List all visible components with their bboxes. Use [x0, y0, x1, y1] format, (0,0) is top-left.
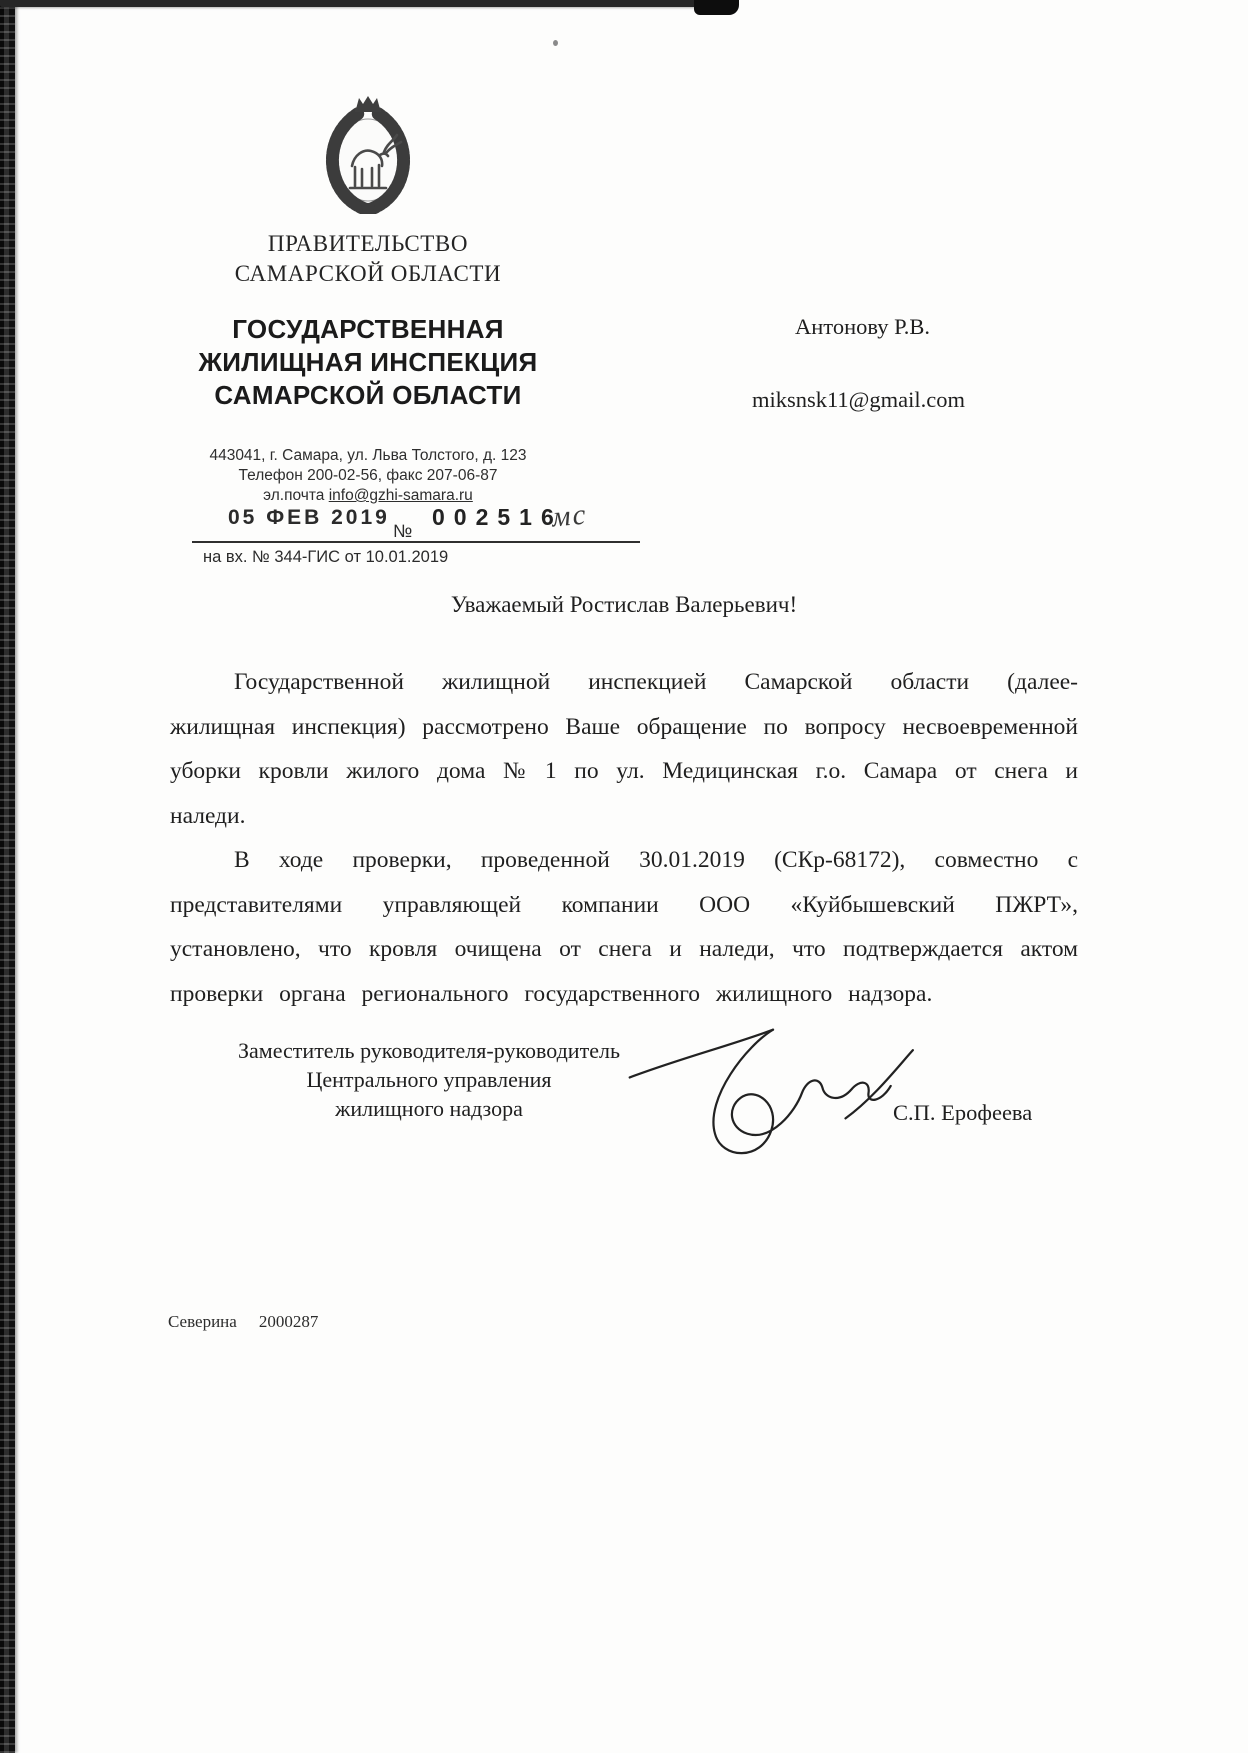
recipient-email: miksnsk11@gmail.com — [752, 387, 966, 412]
government-line-2: САМАРСКОЙ ОБЛАСТИ — [234, 261, 502, 286]
government-name — [133, 229, 603, 289]
scan-edge-artifact-left — [0, 0, 15, 1753]
agency-line-3: САМАРСКОЙ ОБЛАСТИ — [214, 380, 522, 410]
agency-email-label: эл.почта — [263, 487, 329, 504]
executor-phone: 2000287 — [258, 1312, 319, 1331]
stamp-number: 002516 — [432, 504, 563, 530]
agency-phone: Телефон 200-02-56, факс 207-06-87 — [238, 467, 498, 484]
agency-address: 443041, г. Самара, ул. Льва Толстого, д. 123 — [209, 447, 527, 464]
stamp-number-label: № — [393, 521, 413, 541]
salutation: Уважаемый Ростислав Валерьевич! — [450, 592, 798, 617]
agency-email-link: info@gzhi-samara.ru — [328, 487, 473, 504]
agency-line-2: ЖИЛИЩНАЯ ИНСПЕКЦИЯ — [198, 347, 538, 377]
signer-title-line-1: Заместитель руководителя-руководитель — [238, 1038, 620, 1063]
recipient-name: Антонову Р.В. — [795, 314, 931, 339]
scan-speck — [553, 40, 558, 46]
stamp-incoming-reference: на вх. № 344-ГИС от 10.01.2019 — [203, 548, 449, 566]
government-line-1: ПРАВИТЕЛЬСТВО — [267, 231, 469, 256]
letter-body — [170, 660, 1078, 1016]
signer-title-line-3: жилищного надзора — [335, 1096, 523, 1121]
samara-coat-of-arms-icon — [298, 92, 438, 214]
executor-line — [168, 1312, 318, 1332]
scan-edge-artifact-top — [0, 0, 737, 7]
executor-name: Северина — [168, 1312, 237, 1331]
body-paragraph-1: Государственной жилищной инспекцией Самарской области (далее- жилищная инспекция) рассмотрено Ваше обращение по вопросу несвоевременной уборки кровли жилого дома № 1 по ул. Медицинская г.о. Самара от снега и наледи. — [170, 669, 1078, 829]
body-paragraph-2: В ходе проверки, проведенной 30.01.2019 (СКр-68172), совместно с представителями управляющей компании ООО «Куйбышевский ПЖРТ», установлено, что кровля очищена от снега и наледи, что подтверждается актом проверки органа регионального государственного жилищного надзора. — [170, 847, 1078, 1007]
signer-title-line-2: Центрального управления — [306, 1067, 552, 1092]
stamp-date: 05 ФЕВ 2019 — [228, 506, 390, 529]
agency-email-line — [133, 486, 603, 506]
scan-edge-artifact-blob — [694, 0, 739, 15]
agency-line-1: ГОСУДАРСТВЕННАЯ — [232, 314, 504, 344]
stamp-handwritten-suffix: мс — [550, 498, 589, 534]
letterhead — [133, 92, 603, 506]
signer-name: С.П. Ерофеева — [893, 1100, 1033, 1125]
agency-name — [133, 313, 603, 412]
handwritten-signature — [628, 1000, 918, 1195]
agency-contacts — [133, 446, 603, 506]
stamp-rule — [192, 541, 640, 543]
signer-title — [204, 1036, 654, 1123]
